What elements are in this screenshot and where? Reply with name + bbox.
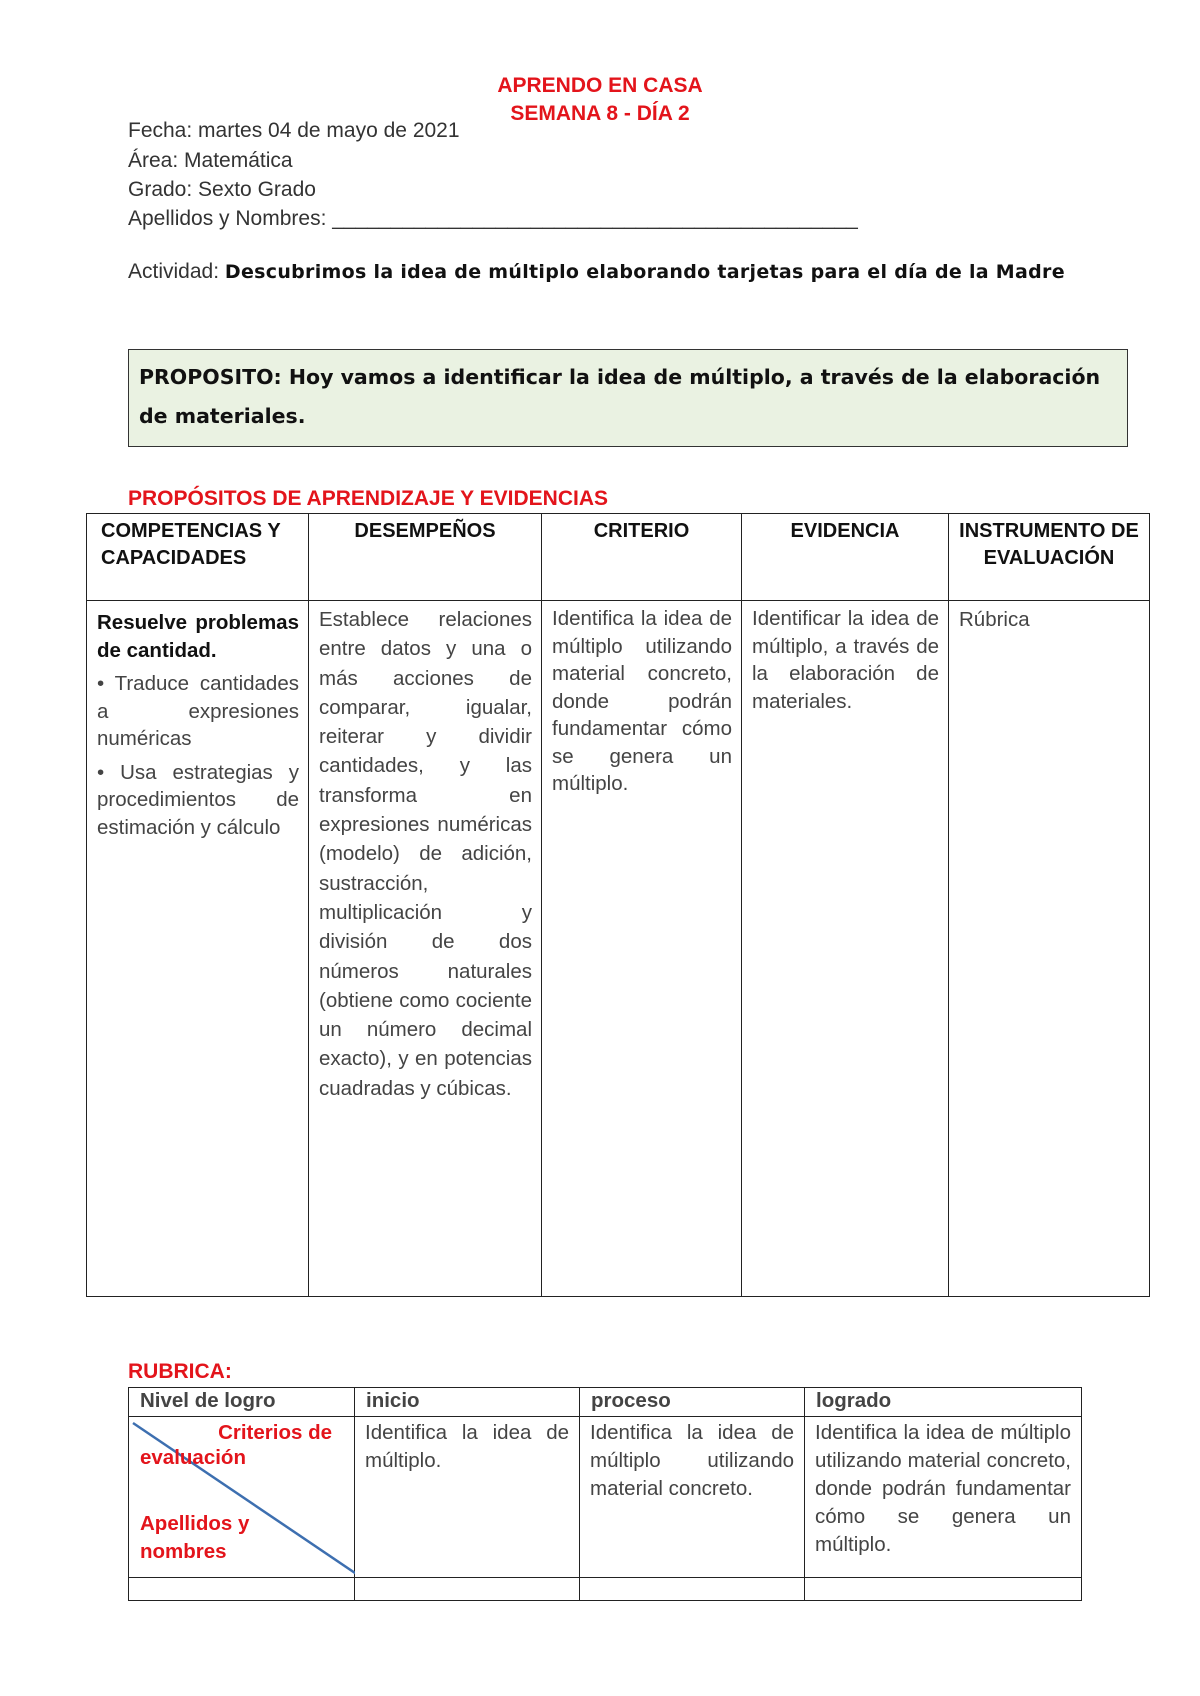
grado-line: Grado: Sexto Grado [128,178,316,201]
proceso-text: Identifica la idea de múltiplo utilizando material concreto. [590,1421,794,1500]
header-criterio: CRITERIO [542,514,742,601]
proposito-box [128,349,1128,447]
criterio-cell [542,601,742,1297]
inicio-text: Identifica la idea de múltiplo. [365,1421,569,1472]
inicio-cell [355,1417,580,1578]
area-line: Área: Matemática [128,149,293,172]
actividad-line [128,256,1085,288]
capacidad-1: • Traduce cantidades a expresiones numéricas [97,672,299,750]
actividad-label: Actividad: [128,260,225,283]
header-nivel: Nivel de logro [129,1388,355,1417]
header-evidencia: EVIDENCIA [742,514,949,601]
header-logrado: logrado [805,1388,1082,1417]
proposito-text: PROPOSITO: Hoy vamos a identificar la idea de múltiplo, a través de la elaboración de materiales. [139,365,1101,428]
competencias-cell [87,601,309,1297]
header-competencias: COMPETENCIAS Y CAPACIDADES [87,514,309,601]
capacidad-2: • Usa estrategias y procedimientos de estimación y cálculo [97,760,299,839]
header-desempenos: DESEMPEÑOS [309,514,542,601]
title-line-2: SEMANA 8 - DÍA 2 [510,102,690,125]
propositos-table [86,513,1150,1297]
table-row [129,1417,1082,1578]
proceso-cell [580,1417,805,1578]
empty-cell [580,1578,805,1601]
rubrica-header-row [129,1388,1082,1417]
apellidos-line: Apellidos y Nombres: _____________________________________________ [128,207,858,230]
empty-cell [805,1578,1082,1601]
table-row [129,1578,1082,1601]
actividad-text: Descubrimos la idea de múltiplo elaborando tarjetas para el día de la Madre [224,261,1065,283]
instrumento-text: Rúbrica [959,608,1030,631]
competencia-title: Resuelve problemas de cantidad. [97,611,299,662]
instrumento-cell [949,601,1150,1297]
title-line-1: APRENDO EN CASA [497,74,703,97]
rubrica-title: RUBRICA: [128,1360,232,1383]
logrado-text: Identifica la idea de múltiplo utilizando material concreto, donde podrán fundamentar cómo se genera un múltiplo. [815,1421,1071,1556]
logrado-cell [805,1417,1082,1578]
evidencia-cell [742,601,949,1297]
evaluacion-label: evaluación [140,1446,246,1469]
section-title: PROPÓSITOS DE APRENDIZAJE Y EVIDENCIAS [128,487,609,510]
empty-cell [129,1578,355,1601]
criterios-label: Criterios de [218,1421,332,1444]
empty-cell [355,1578,580,1601]
criterios-cell [129,1417,355,1578]
criterio-text: Identifica la idea de múltiplo utilizando material concreto, donde podrán fundamentar cómo se genera un múltiplo. [552,607,732,795]
rubrica-table [128,1387,1082,1601]
evidencia-text: Identificar la idea de múltiplo, a través de la elaboración de materiales. [752,607,939,713]
header-proceso: proceso [580,1388,805,1417]
header-inicio: inicio [355,1388,580,1417]
table-row [87,601,1150,1297]
apellidos-label: Apellidos y nombres [140,1512,250,1563]
table-header-row [87,514,1150,601]
desempenos-cell [309,601,542,1297]
desempeno-text: Establece relaciones entre datos y una o más acciones de comparar, igualar, reiterar y dividir cantidades, y las transforma en expresiones numéricas (modelo) de adición, sustracción, multiplicación y división de dos números naturales (obtiene como cociente un número decimal exacto), y en potencias cuadradas y cúbicas. [319,608,532,1100]
header-instrumento: INSTRUMENTO DE EVALUACIÓN [949,514,1150,601]
fecha-line: Fecha: martes 04 de mayo de 2021 [128,119,460,142]
